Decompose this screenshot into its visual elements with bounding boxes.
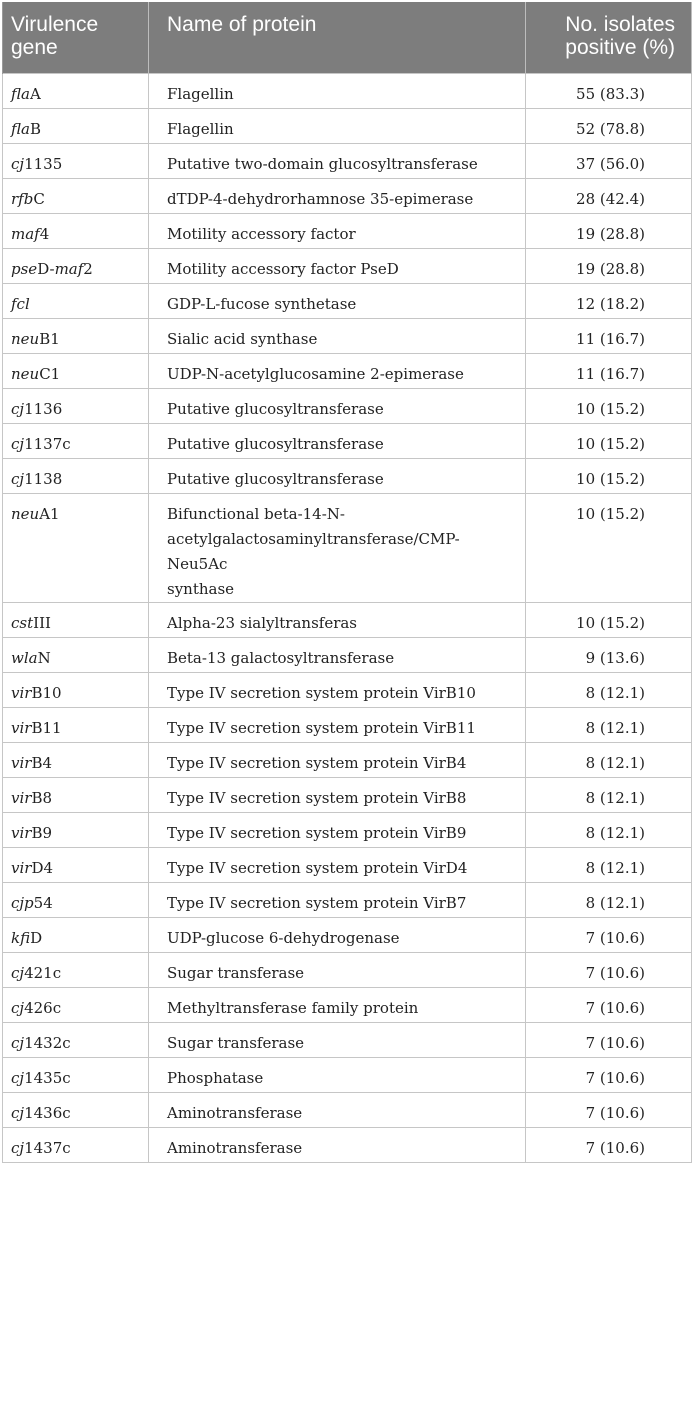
isolates-positive-cell: 52 (78.8) <box>526 108 692 143</box>
gene-cell <box>3 917 149 952</box>
gene-italic-part: fcl <box>11 294 30 313</box>
gene-cell <box>3 108 149 143</box>
protein-cell <box>149 493 526 602</box>
protein-cell: Sugar transferase <box>149 1022 526 1057</box>
protein-cell: Sugar transferase <box>149 952 526 987</box>
gene-cell <box>3 213 149 248</box>
gene-italic-part: cj <box>11 963 25 982</box>
gene-italic-part: vir <box>11 788 32 807</box>
isolates-positive-cell: 7 (10.6) <box>526 1127 692 1162</box>
isolates-positive-cell: 8 (12.1) <box>526 882 692 917</box>
protein-cell: Sialic acid synthase <box>149 318 526 353</box>
gene-cell <box>3 812 149 847</box>
gene-suffix: 4 <box>39 224 50 243</box>
isolates-positive-cell: 9 (13.6) <box>526 637 692 672</box>
gene-suffix: B8 <box>31 788 53 807</box>
isolates-positive-cell: 8 (12.1) <box>526 847 692 882</box>
gene-suffix: D- <box>37 259 55 278</box>
gene-suffix-2: 2 <box>83 259 93 278</box>
gene-italic-part: neu <box>11 364 40 383</box>
table-row <box>3 143 692 178</box>
header-row <box>3 2 692 73</box>
table-row <box>3 1022 692 1057</box>
gene-italic-part: pse <box>11 259 38 278</box>
gene-cell <box>3 388 149 423</box>
gene-suffix: A1 <box>39 504 60 523</box>
table-row <box>3 707 692 742</box>
gene-italic-part: cjp <box>11 893 34 912</box>
gene-cell <box>3 143 149 178</box>
isolates-positive-cell: 10 (15.2) <box>526 493 692 602</box>
gene-cell <box>3 318 149 353</box>
protein-cell: Motility accessory factor <box>149 213 526 248</box>
gene-cell <box>3 73 149 108</box>
protein-cell: Type IV secretion system protein VirD4 <box>149 847 526 882</box>
table-row <box>3 108 692 143</box>
gene-suffix: 421c <box>24 963 62 982</box>
gene-italic-part: cj <box>11 1033 25 1052</box>
protein-cell: GDP-L-fucose synthetase <box>149 283 526 318</box>
isolates-positive-cell: 37 (56.0) <box>526 143 692 178</box>
gene-italic-part: cst <box>11 613 34 632</box>
gene-suffix: 1435c <box>24 1068 71 1087</box>
gene-suffix: 1137c <box>24 434 71 453</box>
protein-cell: Alpha-23 sialyltransferas <box>149 602 526 637</box>
gene-suffix: 54 <box>33 893 53 912</box>
table-row <box>3 213 692 248</box>
gene-italic-part: cj <box>11 1138 25 1157</box>
gene-cell <box>3 777 149 812</box>
protein-cell: Type IV secretion system protein VirB10 <box>149 672 526 707</box>
isolates-positive-cell: 8 (12.1) <box>526 707 692 742</box>
table-row <box>3 283 692 318</box>
gene-italic-part: maf <box>11 224 40 243</box>
gene-suffix: 426c <box>24 998 62 1017</box>
protein-cell: Type IV secretion system protein VirB11 <box>149 707 526 742</box>
gene-italic-part: fla <box>11 84 30 103</box>
protein-cell: Aminotransferase <box>149 1092 526 1127</box>
table-row <box>3 917 692 952</box>
protein-cell: Type IV secretion system protein VirB9 <box>149 812 526 847</box>
protein-cell: Aminotransferase <box>149 1127 526 1162</box>
virulence-gene-table <box>2 2 692 1163</box>
gene-italic-part: cj <box>11 469 25 488</box>
isolates-positive-cell: 8 (12.1) <box>526 742 692 777</box>
gene-suffix: 1138 <box>24 469 63 488</box>
table-header <box>3 2 692 73</box>
gene-italic-part: vir <box>11 718 32 737</box>
table-row <box>3 1127 692 1162</box>
protein-line: synthase <box>167 579 235 598</box>
protein-cell: Putative two-domain glucosyltransferase <box>149 143 526 178</box>
table-row <box>3 318 692 353</box>
gene-cell <box>3 1022 149 1057</box>
gene-italic-part: vir <box>11 753 32 772</box>
protein-cell: UDP-glucose 6-dehydrogenase <box>149 917 526 952</box>
protein-cell: Methyltransferase family protein <box>149 987 526 1022</box>
gene-italic-part-2: maf <box>54 259 84 278</box>
gene-cell <box>3 458 149 493</box>
table-row <box>3 1057 692 1092</box>
gene-italic-part: cj <box>11 154 25 173</box>
gene-cell <box>3 602 149 637</box>
isolates-positive-cell: 8 (12.1) <box>526 672 692 707</box>
gene-cell <box>3 1127 149 1162</box>
gene-suffix: 1432c <box>24 1033 71 1052</box>
gene-suffix: B <box>29 119 41 138</box>
table-row <box>3 777 692 812</box>
gene-italic-part: wla <box>11 648 38 667</box>
table-row <box>3 637 692 672</box>
gene-cell <box>3 952 149 987</box>
table-row <box>3 742 692 777</box>
gene-suffix: C1 <box>39 364 61 383</box>
protein-cell: Beta-13 galactosyltransferase <box>149 637 526 672</box>
table-row <box>3 248 692 283</box>
gene-cell <box>3 283 149 318</box>
table-row <box>3 812 692 847</box>
gene-cell <box>3 707 149 742</box>
protein-cell: Type IV secretion system protein VirB8 <box>149 777 526 812</box>
table-row <box>3 952 692 987</box>
gene-cell <box>3 987 149 1022</box>
table-body <box>3 73 692 1162</box>
gene-suffix: C <box>33 189 45 208</box>
protein-cell: UDP-N-acetylglucosamine 2-epimerase <box>149 353 526 388</box>
gene-cell <box>3 178 149 213</box>
gene-italic-part: cj <box>11 1103 25 1122</box>
gene-suffix: 1436c <box>24 1103 71 1122</box>
protein-cell: Flagellin <box>149 73 526 108</box>
gene-cell <box>3 847 149 882</box>
gene-cell <box>3 423 149 458</box>
gene-italic-part: neu <box>11 504 40 523</box>
table-row <box>3 178 692 213</box>
table-row <box>3 353 692 388</box>
table-row <box>3 672 692 707</box>
gene-italic-part: kfi <box>11 928 31 947</box>
table-row <box>3 602 692 637</box>
protein-cell: Motility accessory factor PseD <box>149 248 526 283</box>
gene-cell <box>3 672 149 707</box>
header-virulence-gene: Virulence gene <box>3 2 149 73</box>
isolates-positive-cell: 10 (15.2) <box>526 458 692 493</box>
gene-suffix: III <box>33 613 51 632</box>
isolates-positive-cell: 7 (10.6) <box>526 1022 692 1057</box>
isolates-positive-cell: 7 (10.6) <box>526 1092 692 1127</box>
protein-line: Bifunctional beta-14-N- <box>167 504 345 523</box>
gene-cell <box>3 882 149 917</box>
protein-cell: Flagellin <box>149 108 526 143</box>
protein-line: Neu5Ac <box>167 554 228 573</box>
isolates-positive-cell: 10 (15.2) <box>526 388 692 423</box>
gene-suffix: 1136 <box>24 399 63 418</box>
isolates-positive-cell: 8 (12.1) <box>526 812 692 847</box>
isolates-positive-cell: 7 (10.6) <box>526 987 692 1022</box>
gene-cell <box>3 248 149 283</box>
table-row <box>3 987 692 1022</box>
gene-cell <box>3 637 149 672</box>
gene-cell <box>3 493 149 602</box>
isolates-positive-cell: 55 (83.3) <box>526 73 692 108</box>
protein-cell: Putative glucosyltransferase <box>149 458 526 493</box>
gene-suffix: A <box>29 84 41 103</box>
gene-suffix: B9 <box>31 823 53 842</box>
protein-cell: dTDP-4-dehydrorhamnose 35-epimerase <box>149 178 526 213</box>
gene-italic-part: vir <box>11 858 32 877</box>
table-row <box>3 493 692 602</box>
gene-cell <box>3 742 149 777</box>
gene-italic-part: vir <box>11 683 32 702</box>
isolates-positive-cell: 11 (16.7) <box>526 353 692 388</box>
table-row <box>3 1092 692 1127</box>
isolates-positive-cell: 19 (28.8) <box>526 213 692 248</box>
header-isolates-positive: No. isolates positive (%) <box>526 2 692 73</box>
gene-suffix: N <box>37 648 51 667</box>
isolates-positive-cell: 11 (16.7) <box>526 318 692 353</box>
gene-suffix: B4 <box>31 753 53 772</box>
isolates-positive-cell: 8 (12.1) <box>526 777 692 812</box>
isolates-positive-cell: 28 (42.4) <box>526 178 692 213</box>
gene-cell <box>3 353 149 388</box>
gene-suffix: 1135 <box>24 154 63 173</box>
gene-italic-part: cj <box>11 998 25 1017</box>
table-row <box>3 423 692 458</box>
table-row <box>3 882 692 917</box>
gene-suffix: B1 <box>39 329 60 348</box>
protein-cell: Putative glucosyltransferase <box>149 388 526 423</box>
gene-italic-part: fla <box>11 119 30 138</box>
gene-suffix: B11 <box>31 718 62 737</box>
protein-cell: Type IV secretion system protein VirB4 <box>149 742 526 777</box>
isolates-positive-cell: 7 (10.6) <box>526 917 692 952</box>
gene-suffix: B10 <box>31 683 62 702</box>
gene-italic-part: cj <box>11 399 25 418</box>
table-row <box>3 388 692 423</box>
isolates-positive-cell: 7 (10.6) <box>526 1057 692 1092</box>
table-row <box>3 847 692 882</box>
gene-suffix: 1437c <box>24 1138 71 1157</box>
protein-line: acetylgalactosaminyltransferase/CMP- <box>167 529 460 548</box>
isolates-positive-cell: 7 (10.6) <box>526 952 692 987</box>
protein-cell: Putative glucosyltransferase <box>149 423 526 458</box>
gene-cell <box>3 1057 149 1092</box>
isolates-positive-cell: 19 (28.8) <box>526 248 692 283</box>
gene-italic-part: neu <box>11 329 40 348</box>
gene-italic-part: cj <box>11 434 25 453</box>
isolates-positive-cell: 12 (18.2) <box>526 283 692 318</box>
protein-cell: Phosphatase <box>149 1057 526 1092</box>
isolates-positive-cell: 10 (15.2) <box>526 602 692 637</box>
gene-italic-part: rfb <box>11 189 34 208</box>
isolates-positive-cell: 10 (15.2) <box>526 423 692 458</box>
table-row <box>3 458 692 493</box>
header-name-of-protein: Name of protein <box>149 2 526 73</box>
gene-suffix: D <box>30 928 43 947</box>
table-row <box>3 73 692 108</box>
gene-suffix: D4 <box>31 858 54 877</box>
gene-italic-part: vir <box>11 823 32 842</box>
gene-cell <box>3 1092 149 1127</box>
protein-cell: Type IV secretion system protein VirB7 <box>149 882 526 917</box>
gene-italic-part: cj <box>11 1068 25 1087</box>
